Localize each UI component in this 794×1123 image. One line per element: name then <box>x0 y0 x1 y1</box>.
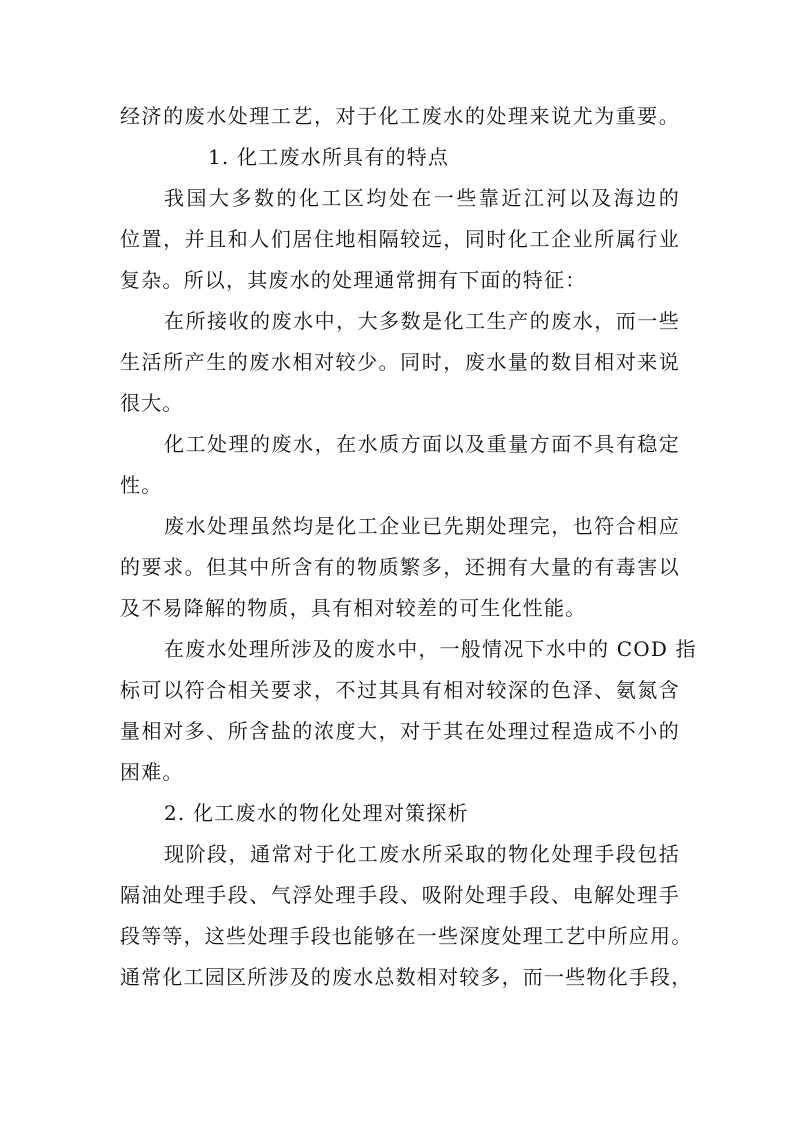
body-text <box>120 96 697 998</box>
paragraph-line: 在所接收的废水中，大多数是化工生产的废水，而一些 <box>164 309 680 333</box>
paragraph-line: 经济的废水处理工艺，对于化工废水的处理来说尤为重要。 <box>120 104 680 128</box>
section-heading-1: 1. 化工废水所具有的特点 <box>208 145 450 169</box>
paragraph-line: 量相对多、所含盐的浓度大，对于其在处理过程造成不小的 <box>120 719 680 743</box>
paragraph-line: 生活所产生的废水相对较少。同时，废水量的数目相对来说 <box>120 350 680 374</box>
paragraph-line: 我国大多数的化工区均处在一些靠近江河以及海边的 <box>164 186 680 210</box>
paragraph-line: 位置，并且和人们居住地相隔较远，同时化工企业所属行业 <box>120 227 680 251</box>
paragraph-line: 困难。 <box>120 760 184 784</box>
paragraph-line: 性。 <box>120 473 163 497</box>
paragraph-line: 化工处理的废水，在水质方面以及重量方面不具有稳定 <box>164 432 680 456</box>
paragraph-line: 在废水处理所涉及的废水中，一般情况下水中的 COD 指 <box>164 637 697 661</box>
paragraph-line: 复杂。所以，其废水的处理通常拥有下面的特征： <box>120 268 587 292</box>
paragraph-line: 隔油处理手段、气浮处理手段、吸附处理手段、电解处理手 <box>120 883 680 907</box>
paragraph-line: 废水处理虽然均是化工企业已先期处理完，也符合相应 <box>164 514 680 538</box>
paragraph-line: 的要求。但其中所含有的物质繁多，还拥有大量的有毒害以 <box>120 555 680 579</box>
section-heading-2: 2. 化工废水的物化处理对策探析 <box>164 801 469 825</box>
paragraph-line: 标可以符合相关要求，不过其具有相对较深的色泽、氨氮含 <box>120 678 680 702</box>
paragraph-line: 及不易降解的物质，具有相对较差的可生化性能。 <box>120 596 587 620</box>
paragraph-line: 段等等，这些处理手段也能够在一些深度处理工艺中所应用。 <box>120 924 693 948</box>
paragraph-line: 现阶段，通常对于化工废水所采取的物化处理手段包括 <box>164 842 680 866</box>
paragraph-line: 很大。 <box>120 391 184 415</box>
paragraph-line: 通常化工园区所涉及的废水总数相对较多，而一些物化手段， <box>120 965 693 989</box>
